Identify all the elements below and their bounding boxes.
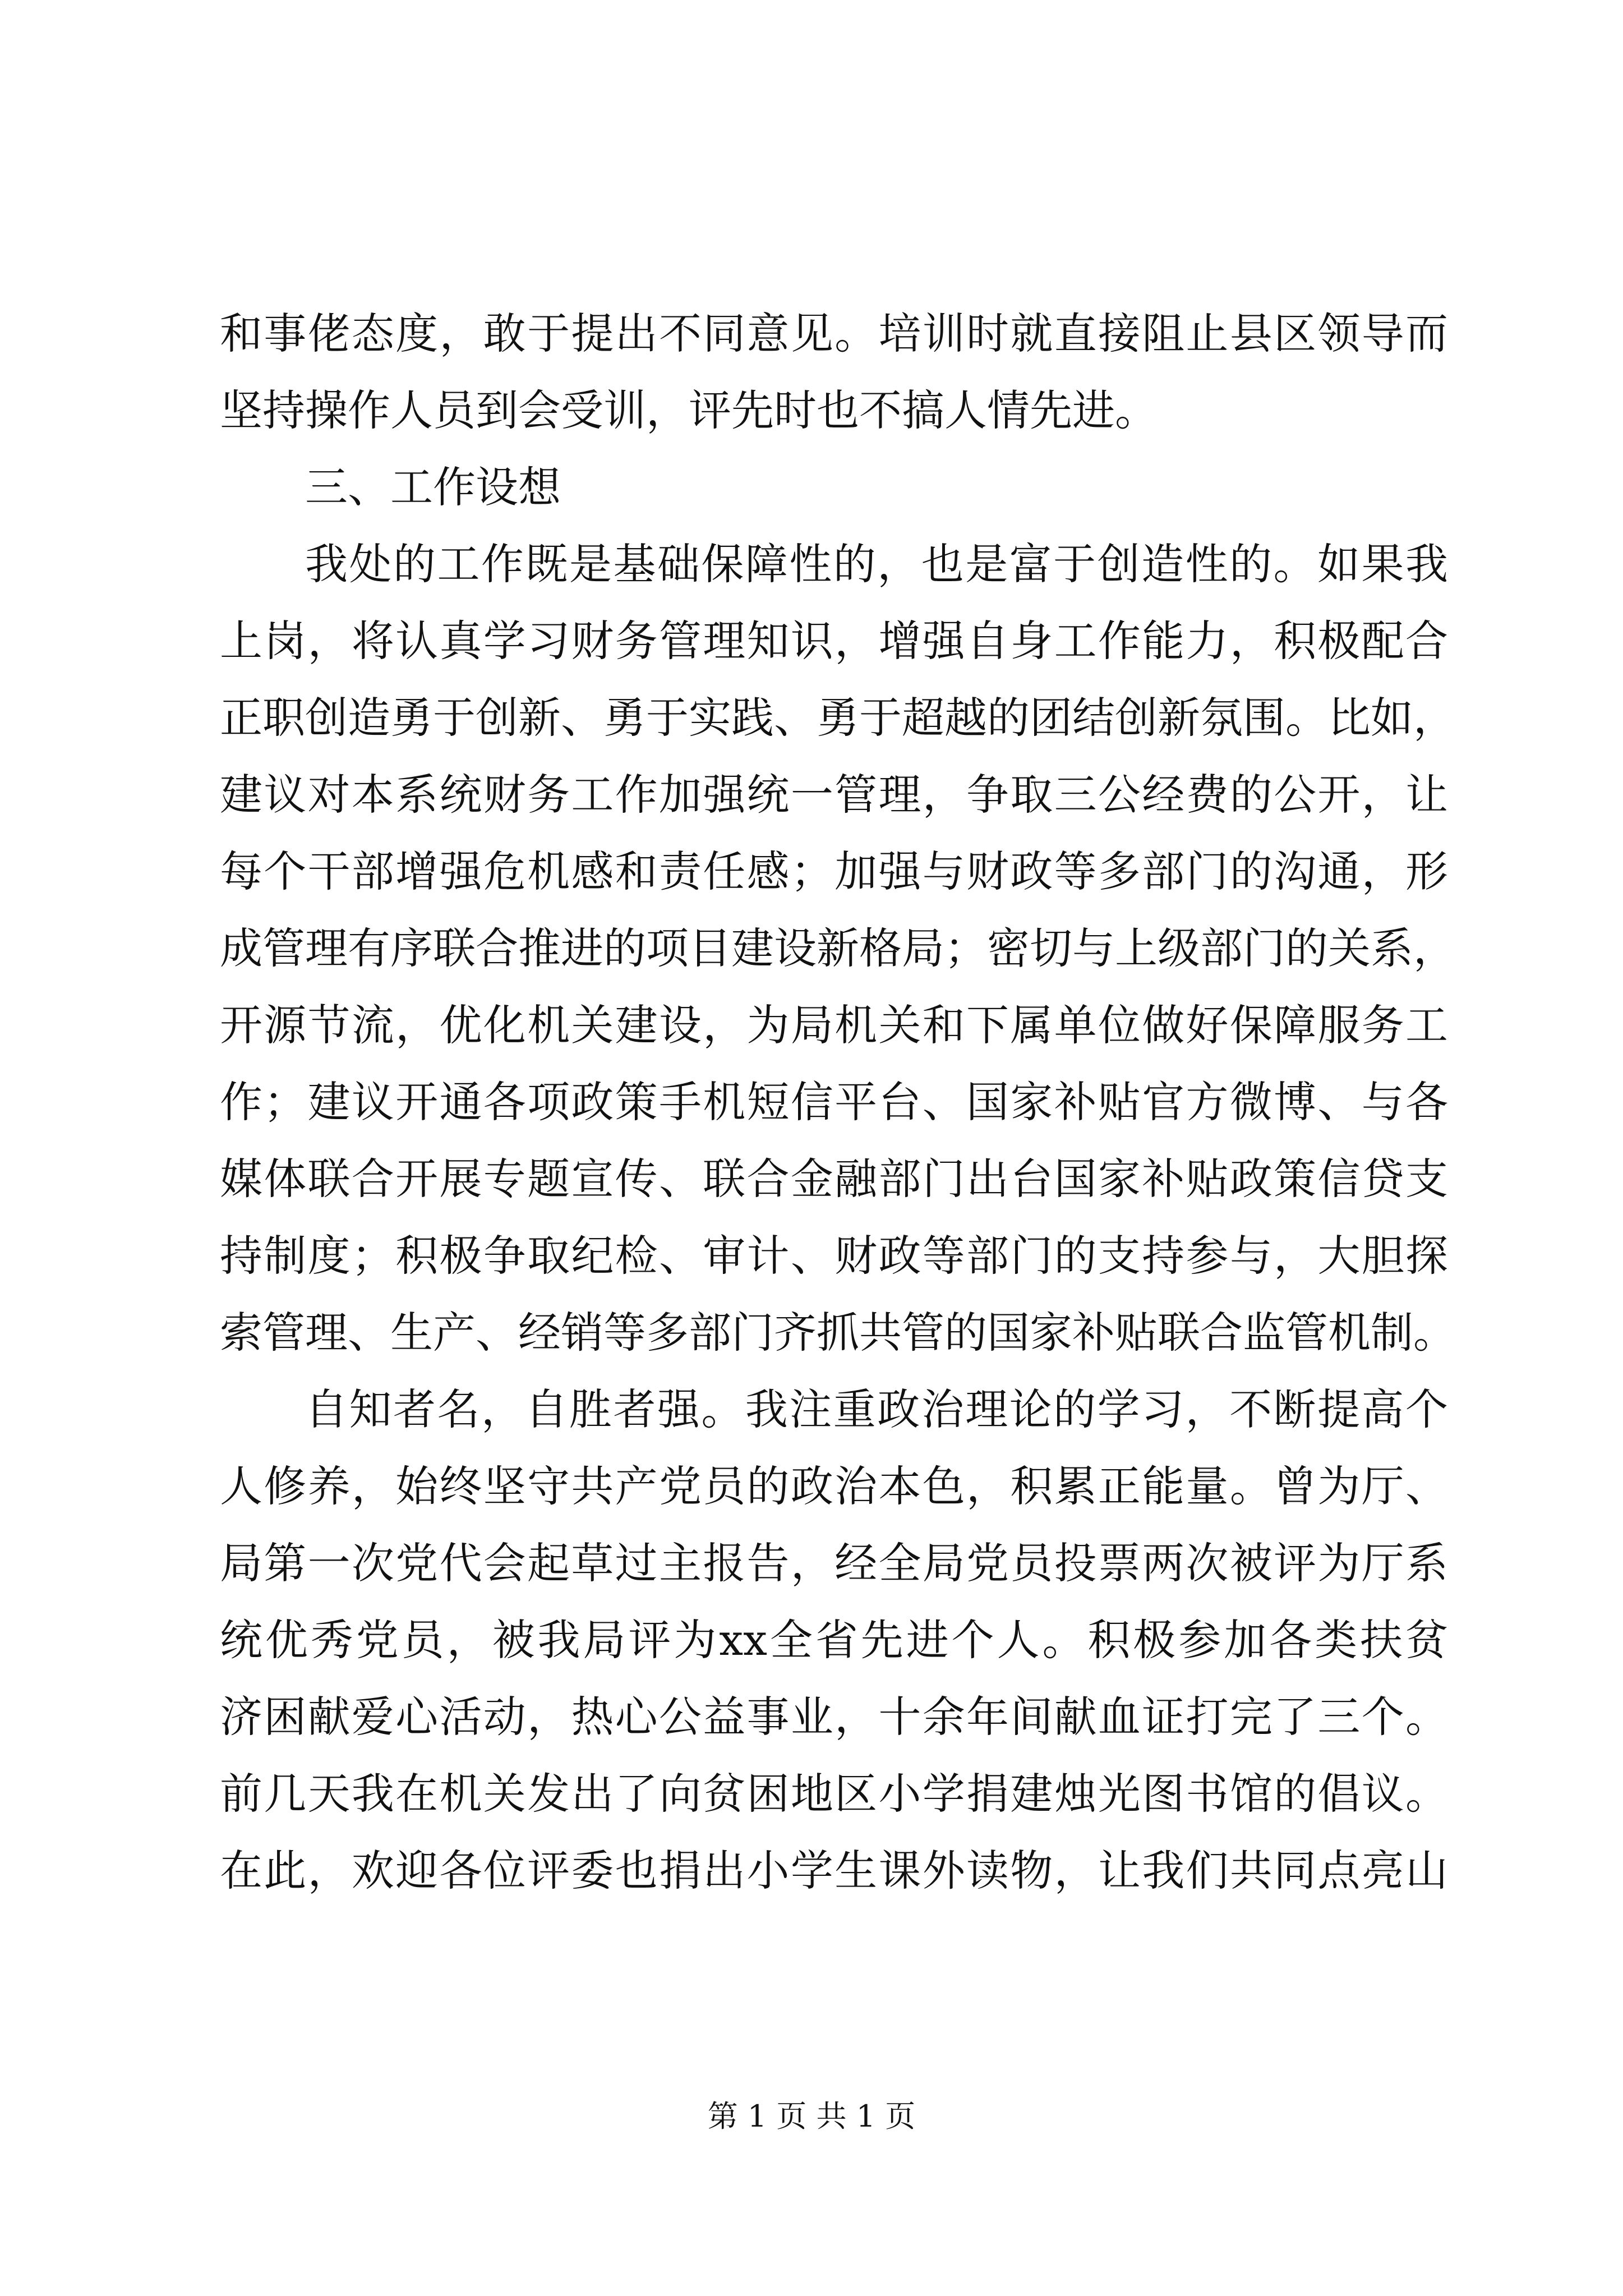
text-line: 成管理有序联合推进的项目建设新格局；密切与上级部门的关系，: [220, 923, 1456, 973]
text-line: 我处的工作既是基础保障性的，也是富于创造性的。如果我: [305, 539, 1448, 589]
paragraph-3: [220, 1371, 1448, 1909]
text-line: 正职创造勇于创新、勇于实践、勇于超越的团结创新氛围。比如，: [220, 693, 1456, 743]
text-line: 作；建议开通各项政策手机短信平台、国家补贴官方微博、与各: [220, 1077, 1448, 1127]
text-line: 每个干部增强危机感和责任感；加强与财政等多部门的沟通，形: [220, 846, 1448, 896]
text-line: 持制度；积极争取纪检、审计、财政等部门的支持参与，大胆探: [220, 1231, 1448, 1281]
text-line: 坚持操作人员到会受训，评先时也不搞人情先进。: [220, 385, 1158, 435]
text-line: 在此，欢迎各位评委也捐出小学生课外读物，让我们共同点亮山: [220, 1846, 1448, 1895]
text-line: 媒体联合开展专题宣传、联合金融部门出台国家补贴政策信贷支: [220, 1154, 1448, 1204]
text-line: 人修养，始终坚守共产党员的政治本色，积累正能量。曾为厅、: [220, 1461, 1448, 1511]
text-line: 济困献爱心活动，热心公益事业，十余年间献血证打完了三个。: [220, 1692, 1448, 1742]
text-line: 局第一次党代会起草过主报告，经全局党员投票两次被评为厅系: [220, 1538, 1448, 1588]
text-line: 上岗，将认真学习财务管理知识，增强自身工作能力，积极配合: [220, 616, 1448, 666]
paragraph-2: [220, 526, 1456, 1371]
document-body: [220, 295, 1456, 1909]
text-line: 自知者名，自胜者强。我注重政治理论的学习，不断提高个: [305, 1384, 1448, 1434]
text-line: 统优秀党员，被我局评为xx全省先进个人。积极参加各类扶贫: [220, 1615, 1448, 1665]
text-line: 索管理、生产、经销等多部门齐抓共管的国家补贴联合监管机制。: [220, 1308, 1456, 1358]
paragraph-1: [220, 295, 1448, 449]
text-line: 开源节流，优化机关建设，为局机关和下属单位做好保障服务工: [220, 1000, 1448, 1050]
text-line: 和事佬态度，敢于提出不同意见。培训时就直接阻止县区领导而: [220, 309, 1448, 358]
text-line: 建议对本系统财务工作加强统一管理，争取三公经费的公开，让: [220, 770, 1448, 820]
text-line: 前几天我在机关发出了向贫困地区小学捐建烛光图书馆的倡议。: [220, 1769, 1448, 1819]
section-heading: 三、工作设想: [305, 462, 561, 512]
page-footer: 第 1 页 共 1 页: [707, 2099, 916, 2134]
